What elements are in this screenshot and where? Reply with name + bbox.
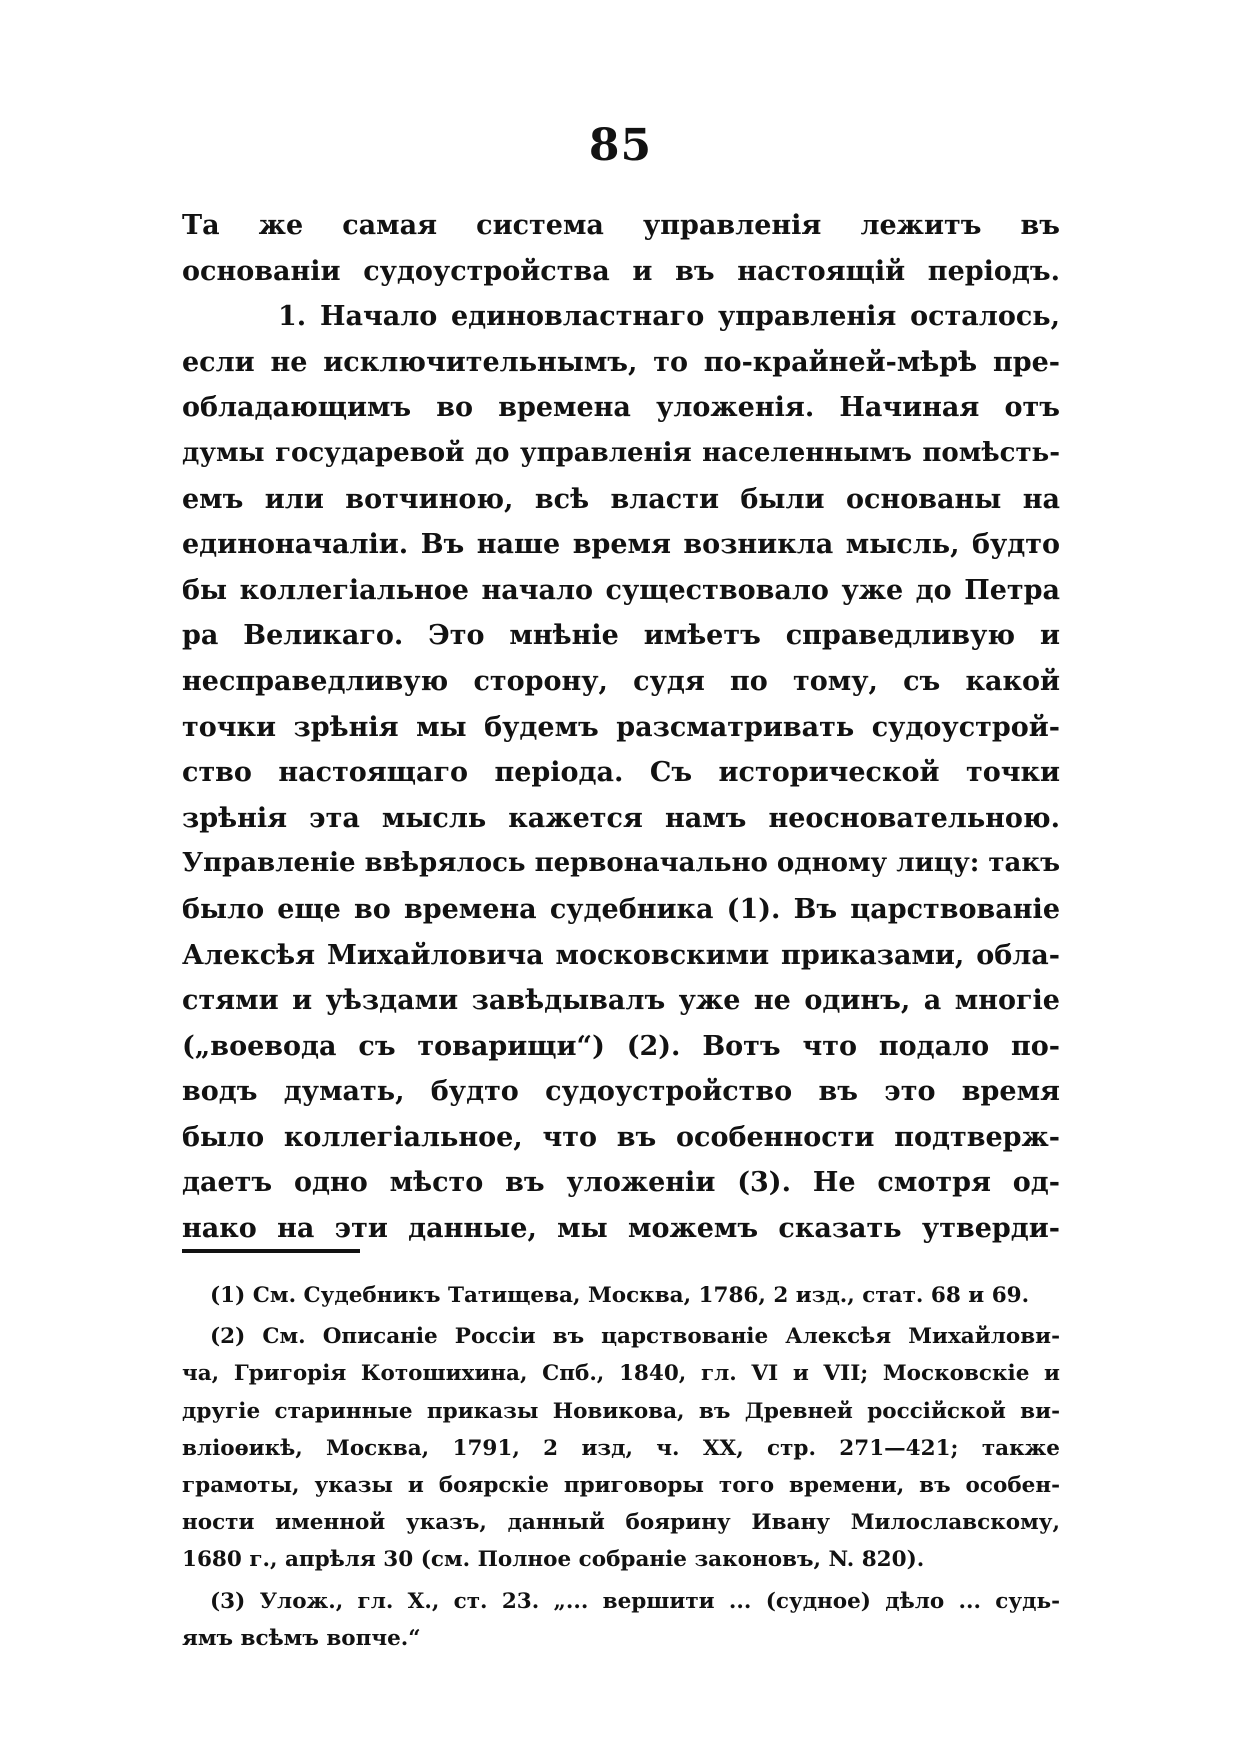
text-line: несправедливую сторону, судя по тому, съ какой (182, 665, 1060, 697)
text-line: 1. Начало единовластнаго управленія осталось, (278, 301, 1060, 333)
footnote-2 (182, 1318, 1060, 1578)
text-line: Управленіе ввѣрялось первоначально одному лицу: такъ (182, 848, 1061, 879)
footnote-line: (2) См. Описаніе Россіи въ царствованіе Алексѣя Михайлови- (210, 1324, 1060, 1350)
footnote-line: 1680 г., апрѣля 30 (см. Полное собраніе законовъ, N. 820). (182, 1547, 925, 1573)
text-line: если не исключительнымъ, то по-крайней-мѣрѣ пре- (182, 346, 1060, 378)
text-line: единоначаліи. Въ наше время возникла мысль, будто (182, 529, 1060, 561)
text-line: стями и уѣздами завѣдывалъ уже не одинъ, а многіе (182, 985, 1060, 1017)
footnote-line: (3) Улож., гл. X., ст. 23. „... вершити ... (судное) дѣло ... судь- (210, 1588, 1060, 1614)
text-line: точки зрѣнія мы будемъ разсматривать судоустрой- (182, 711, 1060, 743)
footnote-line: (1) См. Судебникъ Татищева, Москва, 1786, 2 изд., стат. 68 и 69. (210, 1283, 1030, 1308)
text-line: даетъ одно мѣсто въ уложеніи (3). Не смотря од- (182, 1167, 1060, 1199)
text-line: Та же самая система управленія лежитъ въ (182, 210, 1060, 241)
text-line: ра Великаго. Это мнѣніе имѣетъ справедливую и (182, 620, 1060, 652)
text-line: бы коллегіальное начало существовало уже до Петра (182, 574, 1060, 606)
text-line: Алексѣя Михайловича московскими приказами, обла- (182, 939, 1060, 971)
text-line: было еще во времена судебника (1). Въ царствованіе (182, 893, 1060, 925)
text-line: нако на эти данные, мы можемъ сказать утверди- (182, 1213, 1060, 1245)
footnote-line: другіе старинные приказы Новикова, въ Древней россійской ви- (182, 1398, 1060, 1424)
text-line: зрѣнія эта мысль кажется намъ неосновательною. (182, 802, 1060, 834)
text-line: емъ или вотчиною, всѣ власти были основаны на (182, 483, 1060, 515)
footnote-line: вліоѳикѣ, Москва, 1791, 2 изд, ч. XX, стр. 271—421; также (182, 1435, 1060, 1461)
footnote-separator-rule (182, 1249, 360, 1253)
text-line: водъ думать, будто судоустройство въ это время (182, 1076, 1060, 1108)
footnote-3 (182, 1583, 1060, 1657)
footnote-line: ности именной указъ, данный боярину Ивану Милославскому, (182, 1510, 1060, 1536)
footnote-line: ча, Григорія Котошихина, Спб., 1840, гл. VI и VII; Московскіе и (182, 1361, 1060, 1387)
body-text (182, 203, 1060, 1252)
text-line: основаніи судоустройства и въ настоящій періодъ. (182, 255, 1060, 287)
footnote-line: грамоты, указы и боярскіе приговоры того времени, въ особен- (182, 1472, 1060, 1498)
footnote-line: ямъ всѣмъ вопче.“ (182, 1625, 421, 1651)
footnotes (182, 1277, 1060, 1657)
footnote-1 (182, 1277, 1060, 1314)
text-line: ство настоящаго періода. Съ исторической точки (182, 757, 1060, 789)
text-line: („воевода съ товарищи“) (2). Вотъ что подало по- (182, 1030, 1060, 1062)
text-line: думы государевой до управленія населеннымъ помѣсть- (182, 437, 1060, 468)
text-line: было коллегіальное, что въ особенности подтверж- (182, 1121, 1060, 1153)
page-number: 85 (588, 120, 653, 171)
text-line: обладающимъ во времена уложенія. Начиная отъ (182, 392, 1060, 424)
